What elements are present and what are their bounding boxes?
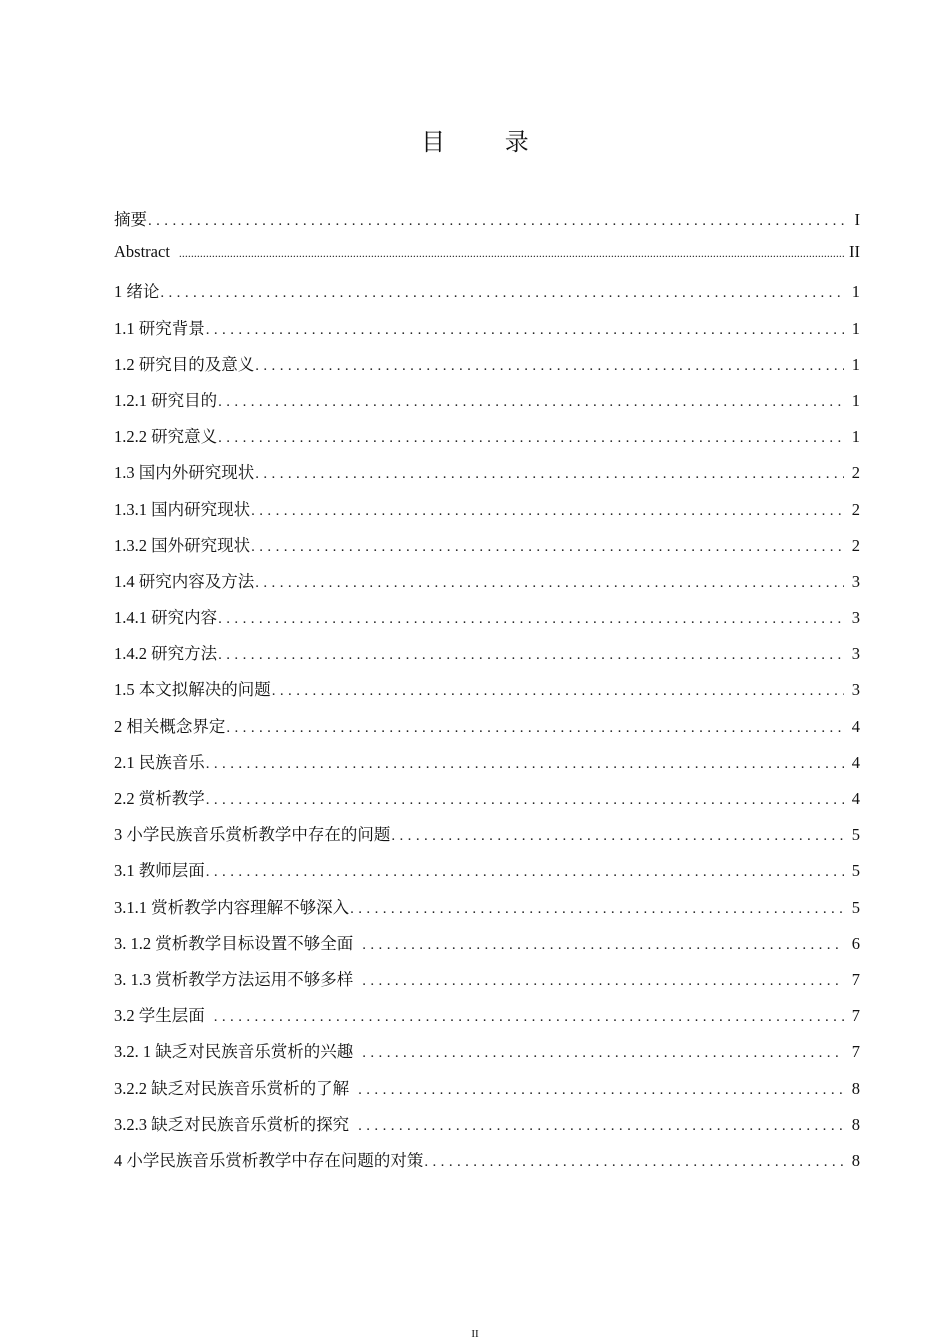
toc-entry[interactable]	[114, 604, 860, 640]
toc-entry-page-number: 5	[851, 897, 860, 917]
toc-entry-title: 1.1 研究背景	[114, 318, 205, 338]
toc-entry[interactable]	[114, 966, 860, 1002]
toc-dot-leader	[255, 466, 844, 483]
toc-dot-leader	[251, 539, 844, 556]
toc-dot-leader	[206, 756, 844, 773]
toc-entry-title: 3. 1.3 赏析教学方法运用不够多样	[114, 969, 354, 989]
toc-dot-leader	[251, 503, 844, 520]
toc-entry-page-number: 8	[851, 1114, 860, 1134]
toc-dot-leader	[358, 1082, 844, 1099]
toc-entry-page-number: 1	[851, 318, 860, 338]
toc-entry-title: 1.3.1 国内研究现状	[114, 499, 251, 519]
toc-entry-page-number: 1	[851, 427, 860, 447]
toc-entry-title: 3.2.3 缺乏对民族音乐赏析的探究	[114, 1114, 350, 1134]
toc-entry-page-number: 1	[851, 282, 860, 302]
toc-entry-page-number: 8	[851, 1150, 860, 1170]
toc-entry-page-number: 1	[851, 354, 860, 374]
toc-entry[interactable]	[114, 894, 860, 930]
toc-dot-leader	[179, 246, 844, 261]
toc-dot-leader	[362, 973, 844, 990]
toc-entry-title: 3.2.2 缺乏对民族音乐赏析的了解	[114, 1078, 350, 1098]
toc-dot-leader	[218, 430, 844, 447]
toc-entry-title: 1.2.2 研究意义	[114, 427, 218, 447]
toc-entry-title: 1.4 研究内容及方法	[114, 571, 255, 591]
toc-entry[interactable]	[114, 278, 860, 314]
toc-entry[interactable]	[114, 568, 860, 604]
toc-entry[interactable]	[114, 532, 860, 568]
toc-entry-title: 3.2. 1 缺乏对民族音乐赏析的兴趣	[114, 1042, 354, 1062]
toc-entry[interactable]	[114, 821, 860, 857]
toc-entry-page-number: 5	[851, 861, 860, 881]
toc-entry[interactable]	[114, 857, 860, 893]
toc-entry[interactable]	[114, 1002, 860, 1038]
toc-entry-page-number: 7	[851, 1006, 860, 1026]
toc-dot-leader	[218, 647, 844, 664]
toc-dot-leader	[350, 901, 844, 918]
toc-entry-title: 摘要	[114, 210, 147, 229]
toc-entry-page-number: 4	[851, 752, 860, 772]
toc-dot-leader	[272, 683, 844, 700]
toc-entry-title: 1.4.1 研究内容	[114, 608, 218, 628]
toc-dot-leader	[358, 1118, 844, 1135]
toc-dot-leader	[391, 828, 844, 845]
toc-entry[interactable]	[114, 785, 860, 821]
toc-entry-page-number: 3	[851, 571, 860, 591]
toc-dot-leader	[218, 394, 844, 411]
toc-entry[interactable]	[114, 459, 860, 495]
toc-entry-title: 3.1 教师层面	[114, 861, 205, 881]
toc-entry[interactable]	[114, 713, 860, 749]
toc-dot-leader	[206, 864, 844, 881]
toc-entry[interactable]	[114, 1111, 860, 1147]
toc-entry-title: 3. 1.2 赏析教学目标设置不够全面	[114, 933, 354, 953]
toc-entry[interactable]	[114, 423, 860, 459]
toc-entry-title: 3.2 学生层面	[114, 1006, 205, 1026]
toc-entry[interactable]	[114, 1038, 860, 1074]
toc-entry-title: 2 相关概念界定	[114, 716, 226, 736]
toc-entry-title: 2.1 民族音乐	[114, 752, 205, 772]
toc-entry[interactable]	[114, 1075, 860, 1111]
toc-entry-page-number: 7	[851, 969, 860, 989]
toc-dot-leader	[255, 575, 844, 592]
toc-dot-leader	[160, 285, 844, 302]
toc-entry-page-number: 4	[851, 716, 860, 736]
toc-entry-page-number: II	[849, 242, 860, 262]
toc-entry-title: 1 绪论	[114, 282, 160, 302]
page-number-footer: II	[471, 1328, 479, 1340]
toc-entry-page-number: 2	[851, 463, 860, 483]
toc-dot-leader	[362, 1045, 844, 1062]
toc-entry-page-number: 3	[851, 608, 860, 628]
toc-entry[interactable]	[114, 206, 860, 242]
toc-entry-title: 1.3 国内外研究现状	[114, 463, 255, 483]
toc-dot-leader	[226, 720, 844, 737]
toc-entry[interactable]	[114, 496, 860, 532]
toc-entry-page-number: 7	[851, 1042, 860, 1062]
toc-entry[interactable]	[114, 351, 860, 387]
toc-dot-leader	[255, 358, 844, 375]
toc-entry[interactable]	[114, 749, 860, 785]
toc-entry-title: 1.5 本文拟解决的问题	[114, 680, 271, 700]
toc-dot-leader	[206, 792, 844, 809]
toc-entry[interactable]	[114, 315, 860, 351]
toc-dot-leader	[424, 1154, 844, 1171]
toc-entry-title: 1.2.1 研究目的	[114, 390, 218, 410]
page-title: 目 录	[421, 128, 555, 156]
toc-entry-page-number: 2	[851, 499, 860, 519]
toc-entry-title: 1.2 研究目的及意义	[114, 354, 255, 374]
toc-entry-page-number: 3	[851, 644, 860, 664]
toc-entry-title: 1.4.2 研究方法	[114, 644, 218, 664]
toc-entry[interactable]	[114, 1147, 860, 1183]
toc-entry[interactable]	[114, 930, 860, 966]
toc-dot-leader	[218, 611, 844, 628]
toc-entry[interactable]	[114, 242, 860, 278]
toc-entry-page-number: 2	[851, 535, 860, 555]
toc-entry-title: 3.1.1 赏析教学内容理解不够深入	[114, 897, 350, 917]
toc-entry-page-number: 8	[851, 1078, 860, 1098]
toc-entry[interactable]	[114, 387, 860, 423]
toc-entry-title: 2.2 赏析教学	[114, 789, 205, 808]
toc-dot-leader	[148, 213, 844, 230]
toc-dot-leader	[206, 322, 844, 339]
toc-entry-title: 1.3.2 国外研究现状	[114, 535, 251, 555]
toc-dot-leader	[362, 937, 844, 954]
toc-entry-title: Abstract	[114, 242, 170, 262]
toc-entry[interactable]	[114, 676, 860, 712]
toc-entry-title: 4 小学民族音乐赏析教学中存在问题的对策	[114, 1150, 424, 1170]
toc-entry-page-number: 3	[851, 680, 860, 700]
toc-dot-leader	[214, 1009, 844, 1026]
toc-entry-page-number: 5	[851, 825, 860, 845]
toc-entry-page-number: 6	[851, 933, 860, 953]
toc-entry-page-number: I	[854, 210, 860, 229]
toc-entry-page-number: 4	[851, 789, 860, 808]
toc-entry[interactable]	[114, 640, 860, 676]
toc-entry-title: 3 小学民族音乐赏析教学中存在的问题	[114, 825, 391, 845]
table-of-contents	[114, 206, 860, 1183]
toc-entry-page-number: 1	[851, 390, 860, 410]
